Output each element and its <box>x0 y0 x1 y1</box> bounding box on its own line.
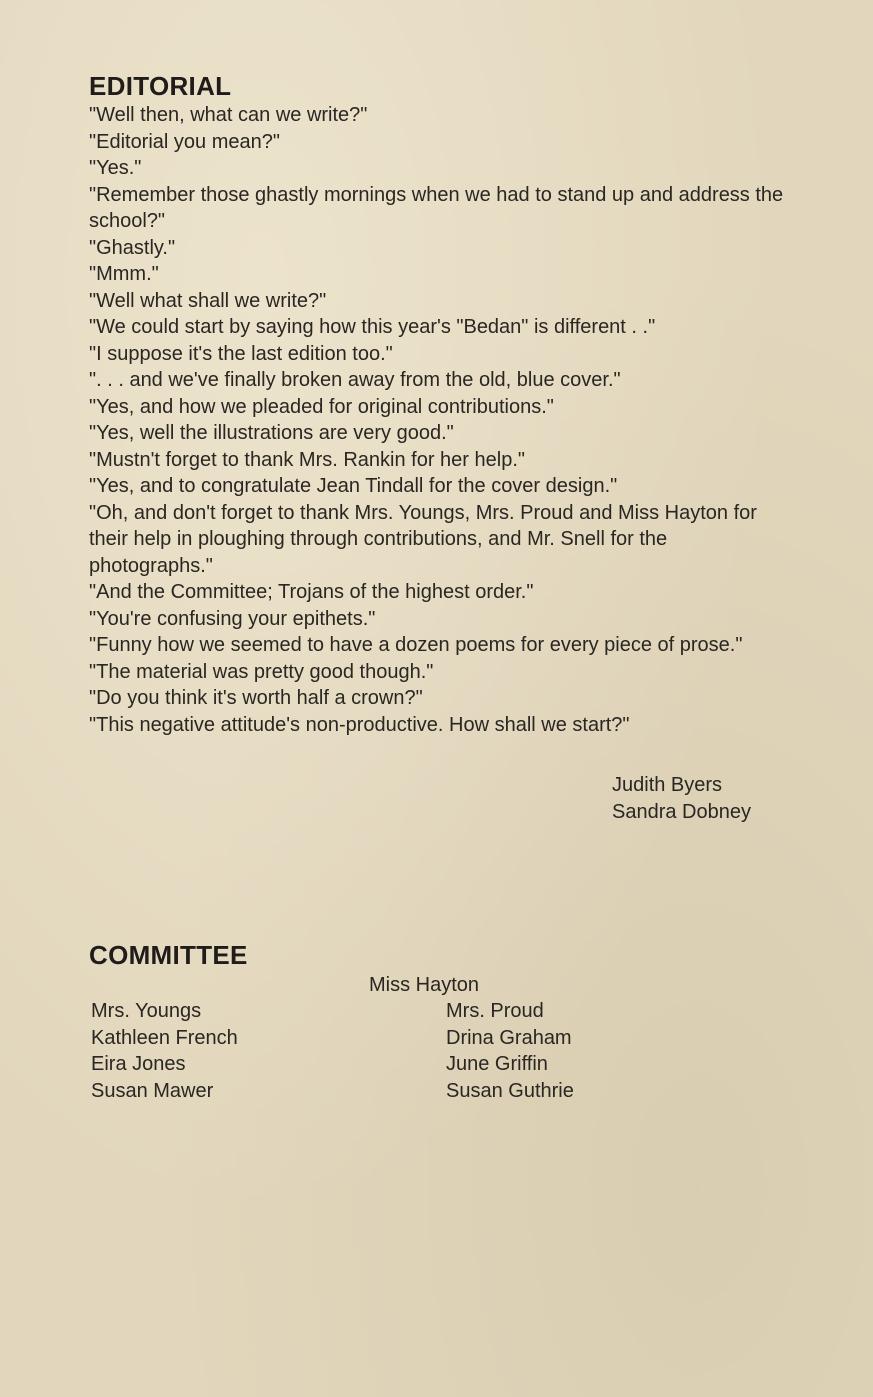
editorial-line: "Remember those ghastly mornings when we had to stand up and address the school?" <box>89 183 784 232</box>
editorial-heading: EDITORIAL <box>89 71 232 101</box>
editorial-line: "I suppose it's the last edition too." <box>89 342 393 365</box>
committee-right-column <box>446 998 574 1104</box>
committee-left-column <box>91 998 238 1104</box>
editorial-line: "Well what shall we write?" <box>89 289 327 312</box>
editorial-line: "Well then, what can we write?" <box>89 104 368 126</box>
editorial-line: "Mmm." <box>89 263 159 285</box>
committee-chair: Miss Hayton <box>369 974 480 996</box>
editorial-line: "You're confusing your epithets." <box>89 607 376 630</box>
editorial-line: "Yes." <box>89 157 142 179</box>
editorial-line: "Yes, well the illustrations are very good." <box>89 422 454 444</box>
committee-member: June Griffin <box>446 1053 548 1075</box>
editorial-line: "And the Committee; Trojans of the highest order." <box>89 581 534 603</box>
editorial-line: "Oh, and don't forget to thank Mrs. Youngs, Mrs. Proud and Miss Hayton for their help in ploughing through contributions, and Mr. Snell for the photographs." <box>89 501 757 577</box>
editorial-line: "Do you think it's worth half a crown?" <box>89 687 423 709</box>
committee-member: Mrs. Youngs <box>91 1000 202 1022</box>
editorial-line: "We could start by saying how this year's "Bedan" is different . ." <box>89 316 656 338</box>
committee-member: Mrs. Proud <box>446 1000 544 1022</box>
editorial-body <box>89 102 789 738</box>
editorial-line: "Yes, and to congratulate Jean Tindall for the cover design." <box>89 475 618 497</box>
signature-name: Judith Byers <box>612 774 723 796</box>
editorial-line: "Ghastly." <box>89 236 176 259</box>
editorial-line: "Funny how we seemed to have a dozen poems for every piece of prose." <box>89 634 743 656</box>
committee-member: Susan Mawer <box>91 1079 214 1102</box>
editorial-line: "Editorial you mean?" <box>89 130 280 153</box>
editorial-line: "Mustn't forget to thank Mrs. Rankin for her help." <box>89 448 525 471</box>
editorial-line: "Yes, and how we pleaded for original contributions." <box>89 395 554 418</box>
committee-member: Eira Jones <box>91 1053 186 1075</box>
committee-member: Drina Graham <box>446 1026 572 1049</box>
editorial-signature <box>612 772 751 825</box>
editorial-line: "This negative attitude's non-productive. How shall we start?" <box>89 713 630 736</box>
committee-member: Susan Guthrie <box>446 1079 574 1102</box>
signature-name: Sandra Dobney <box>612 800 751 823</box>
committee-heading: COMMITTEE <box>89 940 248 970</box>
editorial-line: "The material was pretty good though." <box>89 660 434 683</box>
committee-member: Kathleen French <box>91 1026 238 1049</box>
editorial-line: ". . . and we've finally broken away from the old, blue cover." <box>89 369 621 391</box>
